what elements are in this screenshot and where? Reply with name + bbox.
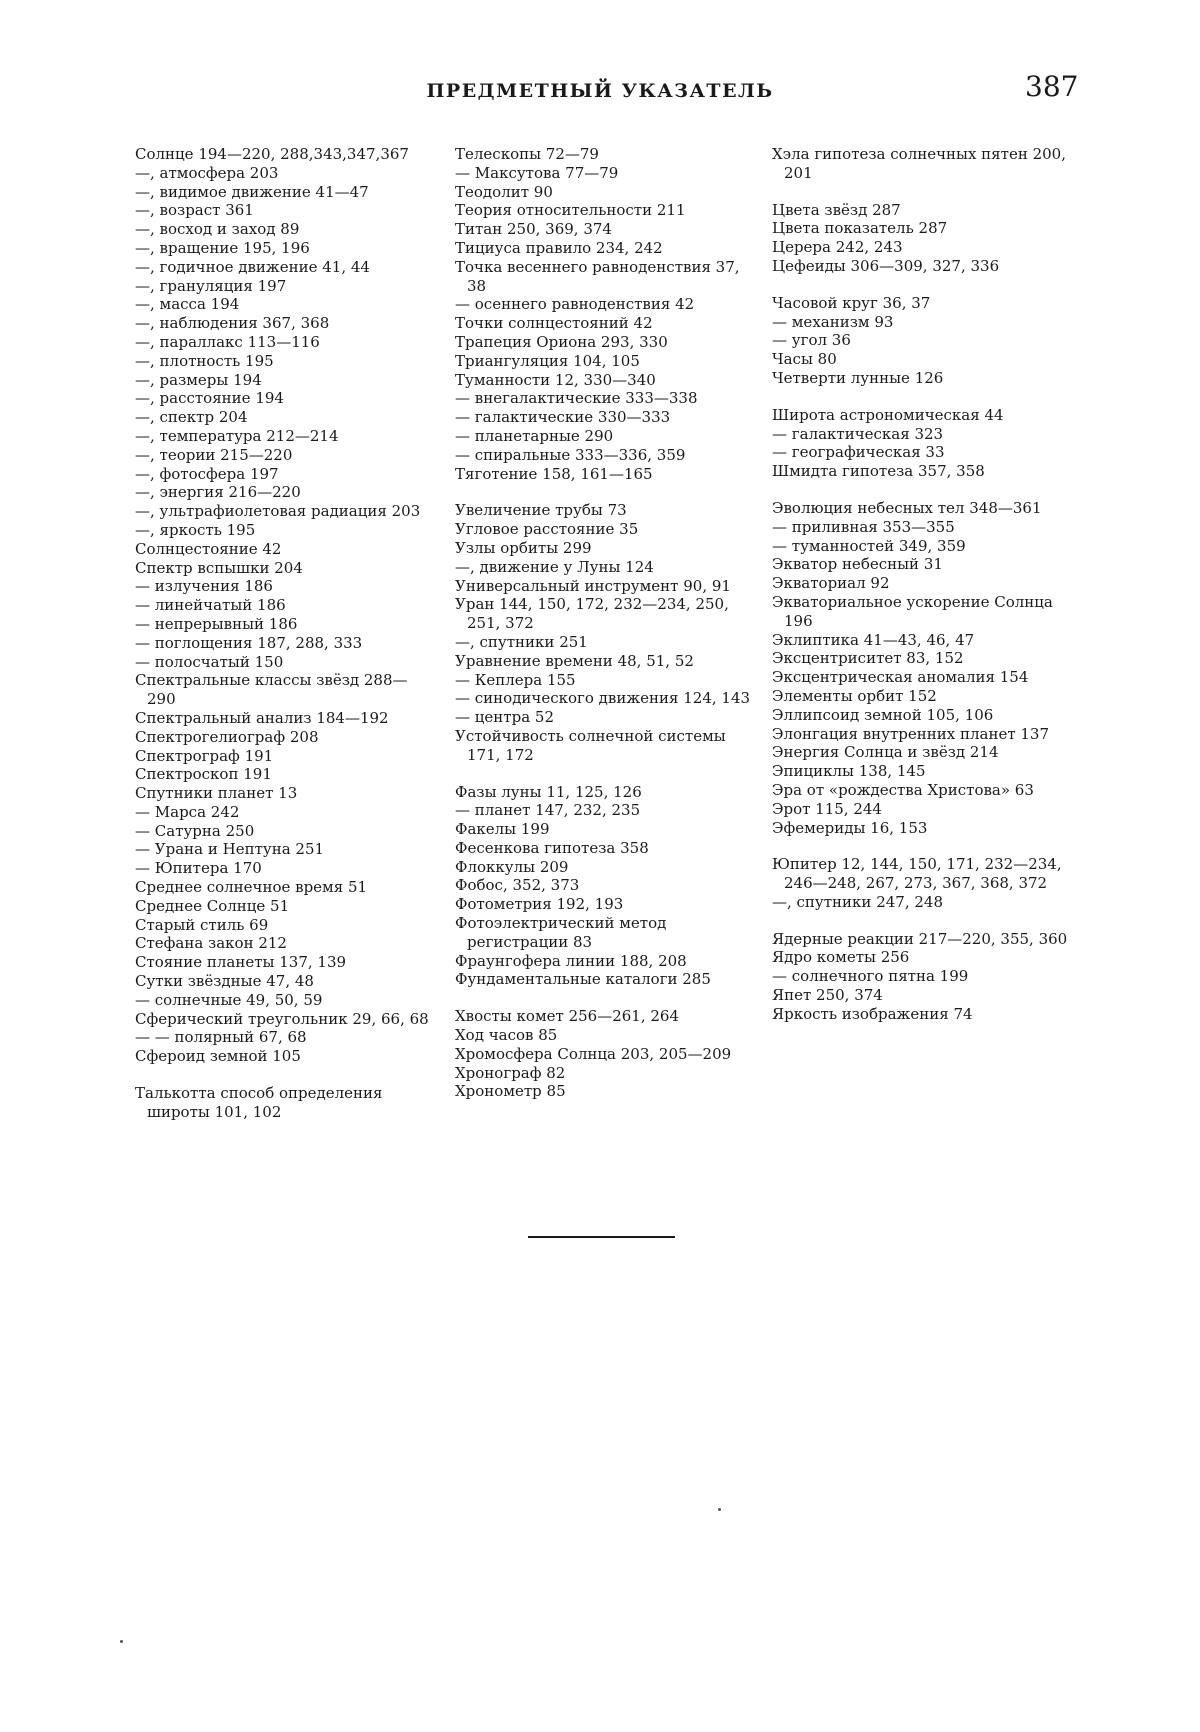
- index-entry: Эксцентриситет 83, 152: [772, 649, 964, 668]
- index-entry: Цвета показатель 287: [772, 219, 948, 238]
- index-entry: — излучения 186: [135, 577, 273, 596]
- index-entry: Универсальный инструмент 90, 91: [455, 576, 731, 595]
- index-entry: Фазы луны 11, 125, 126: [455, 782, 642, 801]
- index-entry: Часы 80: [772, 350, 837, 369]
- index-entry: —, годичное движение 41, 44: [135, 257, 370, 276]
- index-entry: —, восход и заход 89: [135, 220, 300, 239]
- index-entry: Старый стиль 69: [135, 915, 269, 934]
- index-entry: Спутники планет 13: [135, 784, 298, 803]
- index-entry: — линейчатый 186: [135, 596, 286, 615]
- index-entry: Экваториальное ускорение Солнца 196: [772, 592, 1053, 630]
- index-entry: Энергия Солнца и звёзд 214: [772, 743, 999, 762]
- index-entry: Цефеиды 306—309, 327, 336: [772, 256, 1000, 275]
- index-entry: Хронограф 82: [455, 1063, 566, 1082]
- index-entry: Спектрограф 191: [135, 746, 274, 765]
- index-entry: —, наблюдения 367, 368: [135, 314, 330, 333]
- index-entry: —, грануляция 197: [135, 276, 287, 295]
- index-entry: Солнце 194—220, 288,343,347,367: [135, 145, 409, 163]
- index-entry: — солнечные 49, 50, 59: [135, 990, 323, 1009]
- index-entry: Сферический треугольник 29, 66, 68: [135, 1009, 429, 1028]
- index-entry: —, ультрафиолетовая радиация 203: [135, 502, 421, 521]
- index-entry: Фраунгофера линии 188, 208: [455, 951, 687, 970]
- index-entry: Сфероид земной 105: [135, 1047, 301, 1066]
- index-entry: Юпитер 12, 144, 150, 171, 232—234, 246—248, 267, 273, 367, 368, 372: [772, 855, 1062, 893]
- index-entry: Точки солнцестояний 42: [455, 314, 653, 333]
- index-entry: — Урана и Нептуна 251: [135, 840, 325, 859]
- index-entry: —, размеры 194: [135, 370, 262, 389]
- print-speck: [718, 1508, 721, 1511]
- index-entry: —, фотосфера 197: [135, 464, 279, 483]
- index-column-1: [135, 145, 435, 1122]
- index-entry: Хромосфера Солнца 203, 205—209: [455, 1044, 732, 1063]
- index-entry: Эра от «рождества Христова» 63: [772, 780, 1034, 799]
- index-entry: — центра 52: [455, 708, 554, 727]
- index-entry: Солнцестояние 42: [135, 539, 282, 558]
- letter-group-gap: [772, 388, 1077, 406]
- index-entry: Ход часов 85: [455, 1026, 558, 1045]
- letter-group-gap: [455, 989, 755, 1007]
- index-entry: Стефана закон 212: [135, 934, 287, 953]
- index-entry: Увеличение трубы 73: [455, 501, 627, 520]
- index-entry: Телескопы 72—79: [455, 145, 599, 163]
- index-entry: Теория относительности 211: [455, 201, 686, 220]
- page-number: 387: [1025, 70, 1079, 103]
- index-entry: Уравнение времени 48, 51, 52: [455, 651, 694, 670]
- index-entry: Эфемериды 16, 153: [772, 818, 928, 837]
- index-entry: Тициуса правило 234, 242: [455, 238, 663, 257]
- index-entry: — галактические 330—333: [455, 408, 671, 427]
- index-entry: Триангуляция 104, 105: [455, 351, 640, 370]
- index-entry: Церера 242, 243: [772, 238, 903, 257]
- letter-group-gap: [772, 837, 1077, 855]
- index-entry: — синодического движения 124, 143: [455, 689, 751, 708]
- print-speck: [120, 1640, 123, 1643]
- index-column-2: [455, 145, 755, 1101]
- index-entry: Стояние планеты 137, 139: [135, 953, 347, 972]
- index-entry: Эрот 115, 244: [772, 799, 882, 818]
- letter-group-gap: [772, 276, 1077, 294]
- index-entry: —, плотность 195: [135, 351, 274, 370]
- index-entry: — внегалактические 333—338: [455, 389, 698, 408]
- index-entry: Теодолит 90: [455, 182, 553, 201]
- index-entry: Спектральные классы звёзд 288—290: [135, 671, 408, 709]
- index-entry: Фундаментальные каталоги 285: [455, 970, 711, 989]
- index-entry: Угловое расстояние 35: [455, 520, 639, 539]
- index-entry: — географическая 33: [772, 443, 945, 462]
- index-entry: —, вращение 195, 196: [135, 238, 310, 257]
- index-entry: — приливная 353—355: [772, 517, 955, 536]
- index-entry: Фотоэлектрический метод регистрации 83: [455, 914, 667, 951]
- index-entry: Эпициклы 138, 145: [772, 762, 926, 781]
- index-entry: —, расстояние 194: [135, 389, 284, 408]
- index-entry: Точка весеннего равноденствия 37, 38: [455, 257, 740, 295]
- index-entry: Эволюция небесных тел 348—361: [772, 498, 1042, 517]
- index-entry: — поглощения 187, 288, 333: [135, 633, 363, 652]
- index-entry: Эллипсоид земной 105, 106: [772, 705, 994, 724]
- index-entry: Спектроскоп 191: [135, 765, 272, 784]
- index-entry: — планет 147, 232, 235: [455, 801, 641, 820]
- index-entry: —, видимое движение 41—47: [135, 182, 369, 201]
- index-entry: —, атмосфера 203: [135, 163, 279, 182]
- index-entry: Хэла гипотеза солнечных пятен 200, 201: [772, 145, 1066, 182]
- index-entry: Спектр вспышки 204: [135, 558, 303, 577]
- index-entry: — Кеплера 155: [455, 670, 576, 689]
- index-entry: Япет 250, 374: [772, 986, 883, 1005]
- index-entry: Хвосты комет 256—261, 264: [455, 1007, 680, 1026]
- index-entry: Шмидта гипотеза 357, 358: [772, 462, 985, 481]
- index-entry: —, энергия 216—220: [135, 483, 301, 502]
- index-entry: —, температура 212—214: [135, 426, 339, 445]
- index-entry: Элонгация внутренних планет 137: [772, 724, 1050, 743]
- index-entry: Сутки звёздные 47, 48: [135, 972, 314, 991]
- letter-group-gap: [772, 183, 1077, 201]
- index-entry: Среднее Солнце 51: [135, 896, 290, 915]
- index-entry: —, возраст 361: [135, 201, 254, 220]
- letter-group-gap: [455, 483, 755, 501]
- index-entry: — спиральные 333—336, 359: [455, 445, 686, 464]
- index-entry: Туманности 12, 330—340: [455, 370, 656, 389]
- index-entry: Фобос, 352, 373: [455, 876, 580, 895]
- index-entry: Ядро кометы 256: [772, 948, 910, 967]
- index-entry: Узлы орбиты 299: [455, 538, 592, 557]
- letter-group-gap: [455, 765, 755, 783]
- index-entry: Титан 250, 369, 374: [455, 220, 612, 239]
- index-entry: —, яркость 195: [135, 520, 256, 539]
- index-entry: — планетарные 290: [455, 426, 614, 445]
- index-entry: —, масса 194: [135, 295, 240, 314]
- end-divider-rule: [528, 1236, 675, 1238]
- index-entry: — Максутова 77—79: [455, 163, 619, 182]
- index-entry: —, параллакс 113—116: [135, 332, 320, 351]
- index-entry: Спектральный анализ 184—192: [135, 708, 389, 727]
- page-title: ПРЕДМЕТНЫЙ УКАЗАТЕЛЬ: [426, 80, 774, 102]
- index-entry: Факелы 199: [455, 820, 550, 839]
- index-entry: Широта астрономическая 44: [772, 405, 1004, 424]
- index-entry: Трапеция Ориона 293, 330: [455, 332, 668, 351]
- index-entry: Хронометр 85: [455, 1082, 566, 1101]
- index-entry: Среднее солнечное время 51: [135, 878, 368, 897]
- index-entry: — механизм 93: [772, 312, 894, 331]
- index-entry: —, спутники 247, 248: [772, 892, 943, 911]
- index-entry: Часовой круг 36, 37: [772, 293, 931, 312]
- index-entry: Цвета звёзд 287: [772, 200, 901, 219]
- index-entry: Тяготение 158, 161—165: [455, 464, 653, 483]
- index-entry: — полосчатый 150: [135, 652, 284, 671]
- index-entry: Эклиптика 41—43, 46, 47: [772, 630, 975, 649]
- letter-group-gap: [772, 481, 1077, 499]
- index-entry: — Юпитера 170: [135, 859, 262, 878]
- index-entry: — солнечного пятна 199: [772, 967, 969, 986]
- index-entry: — — полярный 67, 68: [135, 1028, 307, 1047]
- index-entry: — галактическая 323: [772, 424, 944, 443]
- index-entry: Флоккулы 209: [455, 857, 569, 876]
- index-entry: Спектрогелиограф 208: [135, 727, 319, 746]
- index-entry: Яркость изображения 74: [772, 1004, 973, 1023]
- index-entry: — осеннего равноденствия 42: [455, 295, 695, 314]
- index-entry: — угол 36: [772, 331, 851, 350]
- index-entry: Устойчивость солнечной системы 171, 172: [455, 726, 726, 764]
- index-entry: — непрерывный 186: [135, 614, 298, 633]
- index-entry: —, спектр 204: [135, 408, 248, 427]
- index-entry: Уран 144, 150, 172, 232—234, 250, 251, 372: [455, 595, 729, 633]
- index-entry: Экваториал 92: [772, 574, 890, 593]
- index-entry: Фотометрия 192, 193: [455, 895, 624, 914]
- index-entry: Талькотта способ определения широты 101, 102: [135, 1084, 383, 1121]
- index-entry: Экватор небесный 31: [772, 555, 943, 574]
- index-entry: — туманностей 349, 359: [772, 536, 966, 555]
- index-entry: Ядерные реакции 217—220, 355, 360: [772, 929, 1068, 948]
- letter-group-gap: [772, 912, 1077, 930]
- index-entry: —, спутники 251: [455, 632, 588, 651]
- letter-group-gap: [135, 1066, 435, 1084]
- index-entry: Фесенкова гипотеза 358: [455, 838, 649, 857]
- index-entry: —, движение у Луны 124: [455, 557, 654, 576]
- index-entry: —, теории 215—220: [135, 445, 293, 464]
- index-entry: — Марса 242: [135, 802, 240, 821]
- index-entry: Эксцентрическая аномалия 154: [772, 668, 1029, 687]
- index-entry: — Сатурна 250: [135, 821, 255, 840]
- index-column-3: [772, 145, 1077, 1024]
- index-entry: Четверти лунные 126: [772, 368, 944, 387]
- index-entry: Элементы орбит 152: [772, 686, 937, 705]
